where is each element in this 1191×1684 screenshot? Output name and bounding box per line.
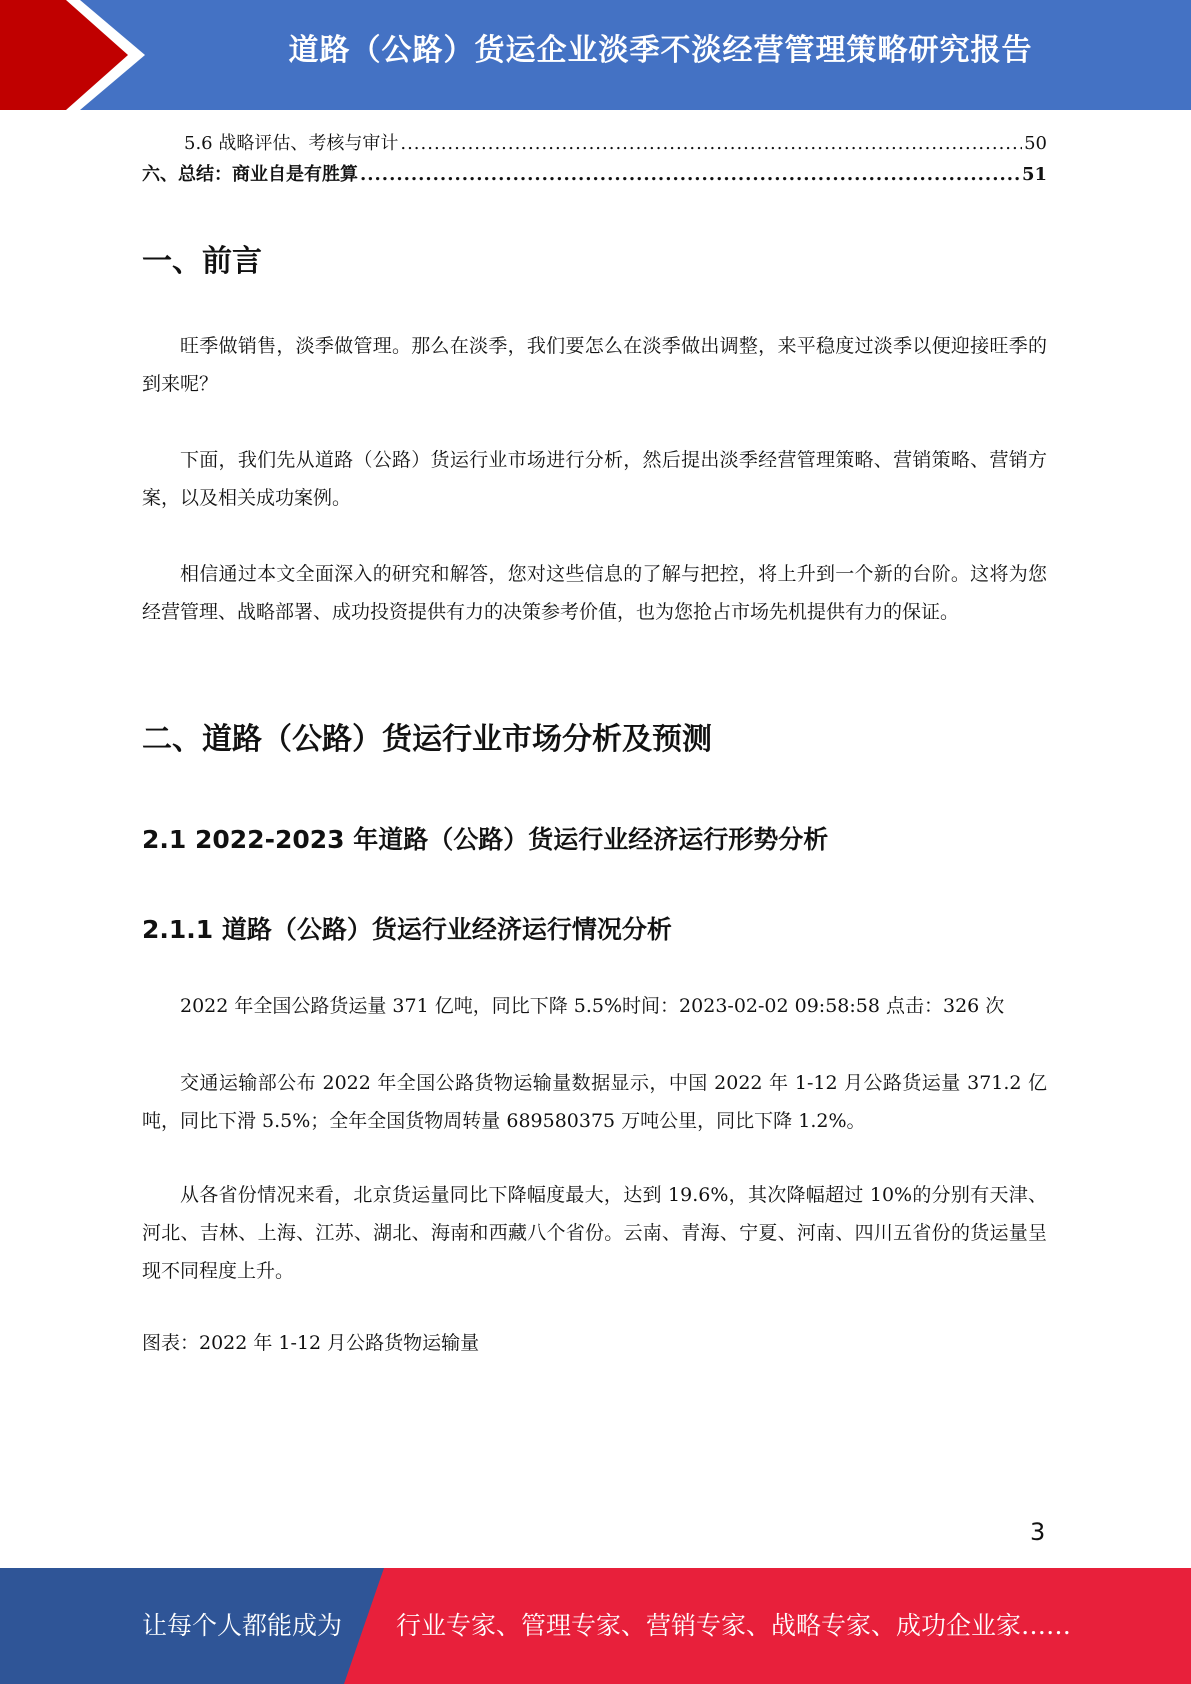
toc-entry[interactable] — [142, 159, 1047, 190]
body-paragraph: 交通运输部公布 2022 年全国公路货物运输量数据显示，中国 2022 年 1-12 月公路货运量 371.2 亿吨，同比下滑 5.5%；全年全国货物周转量 689580375 万吨公里，同比下降 1.2%。 — [142, 1072, 1047, 1132]
page-footer — [0, 1568, 1191, 1684]
toc-dot-leader — [400, 128, 1022, 159]
toc-entry[interactable] — [142, 128, 1047, 159]
body-paragraph: 相信通过本文全面深入的研究和解答，您对这些信息的了解与把控，将上升到一个新的台阶。这将为您经营管理、战略部署、成功投资提供有力的决策参考价值，也为您抢占市场先机提供有力的保证。 — [142, 563, 1047, 623]
page-header — [0, 0, 1191, 110]
figure-caption: 图表：2022 年 1-12 月公路货物运输量 — [142, 1332, 480, 1354]
toc-entry-page: 51 — [1021, 164, 1047, 185]
footer-slogan-right: 行业专家、管理专家、营销专家、战略专家、成功企业家…… — [396, 1611, 1072, 1640]
header-chevron-decoration — [0, 0, 150, 110]
subsection-heading: 2.1 2022-2023 年道路（公路）货运行业经济运行形势分析 — [142, 825, 829, 854]
footer-slogan-left: 让每个人都能成为 — [142, 1611, 343, 1640]
toc-entry-page: 50 — [1024, 133, 1047, 154]
toc-entry-label: 5.6 战略评估、考核与审计 — [184, 133, 399, 154]
body-paragraph: 2022 年全国公路货运量 371 亿吨，同比下降 5.5%时间：2023-02-02 09:58:58 点击：326 次 — [180, 995, 1005, 1017]
table-of-contents — [142, 128, 1047, 190]
document-title: 道路（公路）货运企业淡季不淡经营管理策略研究报告 — [288, 33, 1033, 68]
body-paragraph: 从各省份情况来看，北京货运量同比下降幅度最大，达到 19.6%，其次降幅超过 10%的分别有天津、河北、吉林、上海、江苏、湖北、海南和西藏八个省份。云南、青海、宁夏、河南、四川五省份的货运量呈现不同程度上升。 — [142, 1184, 1047, 1282]
page-number: 3 — [1030, 1518, 1046, 1546]
toc-entry-label: 六、总结：商业自是有胜算 — [142, 164, 358, 185]
subsection-heading: 2.1.1 道路（公路）货运行业经济运行情况分析 — [142, 915, 672, 944]
toc-dot-leader — [360, 159, 1020, 190]
section-heading-market: 二、道路（公路）货运行业市场分析及预测 — [142, 722, 712, 757]
body-paragraph: 旺季做销售，淡季做管理。那么在淡季，我们要怎么在淡季做出调整，来平稳度过淡季以便迎接旺季的到来呢？ — [142, 335, 1047, 395]
section-heading-preface: 一、前言 — [142, 244, 262, 279]
body-paragraph: 下面，我们先从道路（公路）货运行业市场进行分析，然后提出淡季经营管理策略、营销策略、营销方案，以及相关成功案例。 — [142, 449, 1047, 509]
